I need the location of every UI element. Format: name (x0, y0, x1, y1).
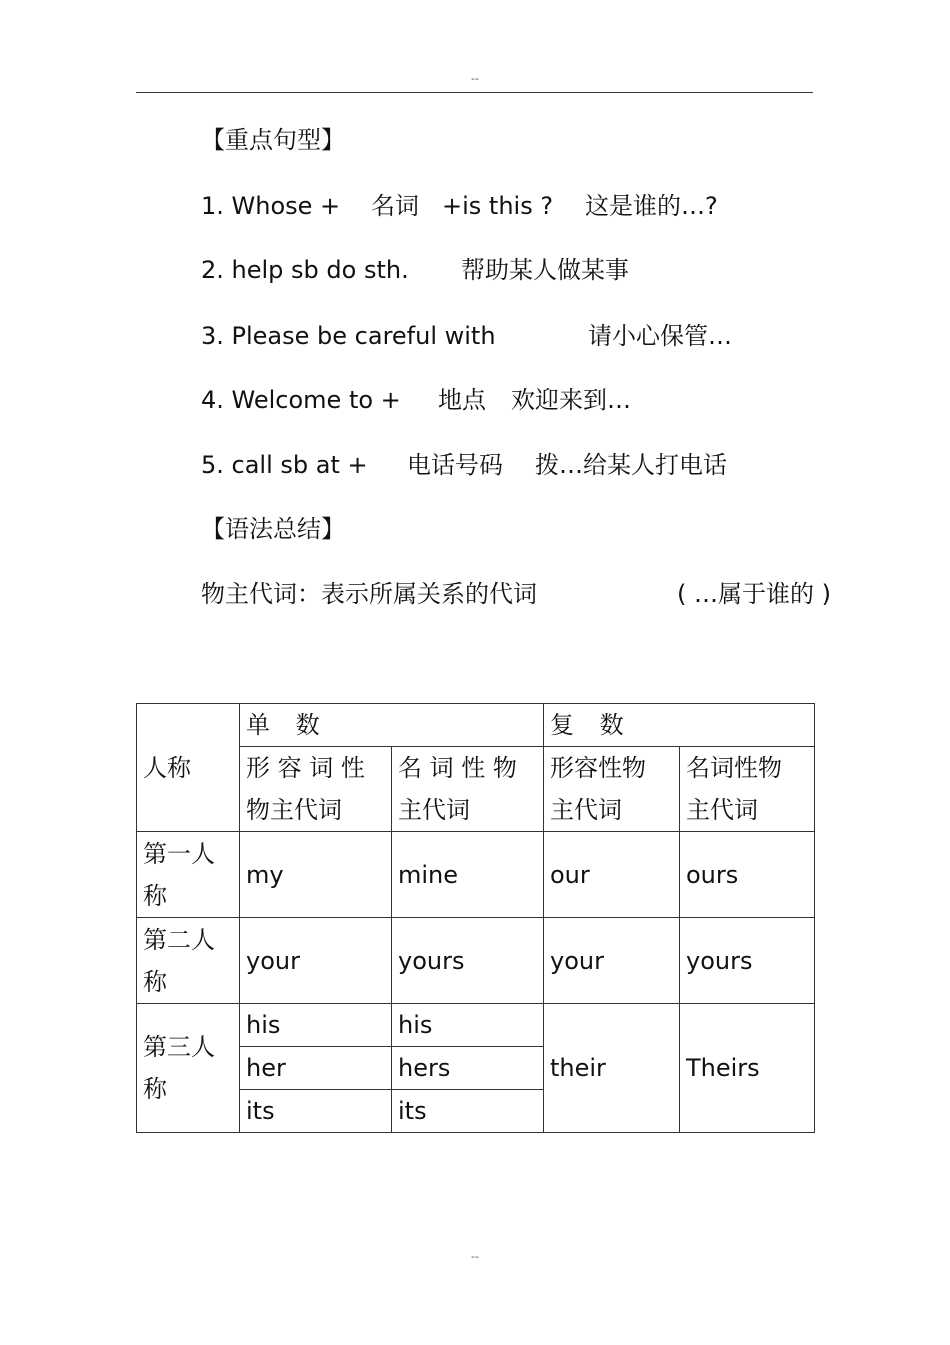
cell-noun-singular: his (392, 1004, 544, 1047)
sentence-3-en: 3. Please be careful with (201, 322, 496, 350)
sentence-4-en: 4. Welcome to + (201, 386, 401, 414)
person-line: 第三人 (143, 1033, 215, 1061)
sentence-5-en: 5. call sb at + (201, 451, 368, 479)
cell-noun-plural: ours (680, 832, 815, 918)
grammar-heading: 【语法总结】 (201, 515, 345, 543)
sub-header-adj-singular (240, 747, 392, 832)
cell-adj-singular: her (240, 1047, 392, 1090)
cell-adj-singular: your (240, 918, 392, 1004)
sentence-1-zh: 这是谁的…? (585, 192, 718, 220)
sub-header-line: 主代词 (686, 796, 758, 824)
table-row-second-person (137, 918, 815, 1004)
person-cell (137, 918, 240, 1004)
header-marker: -- (471, 72, 479, 85)
table-row-third-person (137, 1004, 815, 1047)
person-line: 第一人 (143, 839, 215, 868)
cell-noun-singular: yours (392, 918, 544, 1004)
singular-header: 单 数 (240, 704, 544, 747)
sentence-2-en: 2. help sb do sth. (201, 256, 409, 284)
cell-noun-singular: hers (392, 1047, 544, 1090)
person-header: 人称 (137, 704, 240, 832)
cell-noun-singular: mine (392, 832, 544, 918)
footer-marker: -- (471, 1250, 479, 1263)
sub-header-line: 主代词 (550, 796, 622, 824)
cell-noun-plural: Theirs (680, 1004, 815, 1133)
sentence-1-en2: +is this ? (442, 192, 554, 220)
sub-header-line: 形 容 词 性 (246, 754, 365, 782)
sub-header-adj-plural (544, 747, 680, 832)
sub-header-line: 主代词 (398, 796, 470, 824)
sentence-1-mid: 名词 (371, 192, 419, 220)
cell-noun-plural: yours (680, 918, 815, 1004)
cell-adj-plural: your (544, 918, 680, 1004)
person-line: 第二人 (143, 925, 215, 954)
possessive-pronoun-table (136, 703, 815, 1133)
sentence-3-zh: 请小心保管… (588, 322, 732, 350)
cell-adj-singular: his (240, 1004, 392, 1047)
sub-header-line: 名 词 性 物 (398, 754, 517, 782)
grammar-definition-note: ( …属于谁的 ) (677, 580, 831, 608)
sub-header-line: 形容性物 (550, 754, 646, 782)
sub-header-noun-plural (680, 747, 815, 832)
cell-adj-singular: its (240, 1090, 392, 1133)
table-row-first-person (137, 832, 815, 918)
person-line: 称 (143, 1075, 167, 1103)
key-sentences-heading: 【重点句型】 (201, 126, 345, 154)
grammar-definition-text: 物主代词：表示所属关系的代词 (201, 580, 537, 608)
sub-header-line: 物主代词 (246, 796, 342, 824)
plural-header: 复 数 (544, 704, 815, 747)
sentence-2-zh: 帮助某人做某事 (461, 256, 629, 284)
sentence-4-zh: 欢迎来到… (511, 386, 631, 414)
cell-noun-singular: its (392, 1090, 544, 1133)
sentence-5-mid: 电话号码 (407, 451, 503, 479)
cell-adj-plural: our (544, 832, 680, 918)
cell-adj-singular: my (240, 832, 392, 918)
person-line: 称 (143, 967, 167, 996)
person-cell (137, 1004, 240, 1133)
sentence-4-mid: 地点 (438, 386, 486, 414)
person-line: 称 (143, 881, 167, 910)
header-rule (136, 92, 813, 93)
cell-adj-plural: their (544, 1004, 680, 1133)
sentence-1-en: 1. Whose + (201, 192, 341, 220)
sentence-5-zh: 拨…给某人打电话 (535, 451, 727, 479)
sub-header-noun-singular (392, 747, 544, 832)
sub-header-line: 名词性物 (686, 754, 782, 782)
person-cell (137, 832, 240, 918)
